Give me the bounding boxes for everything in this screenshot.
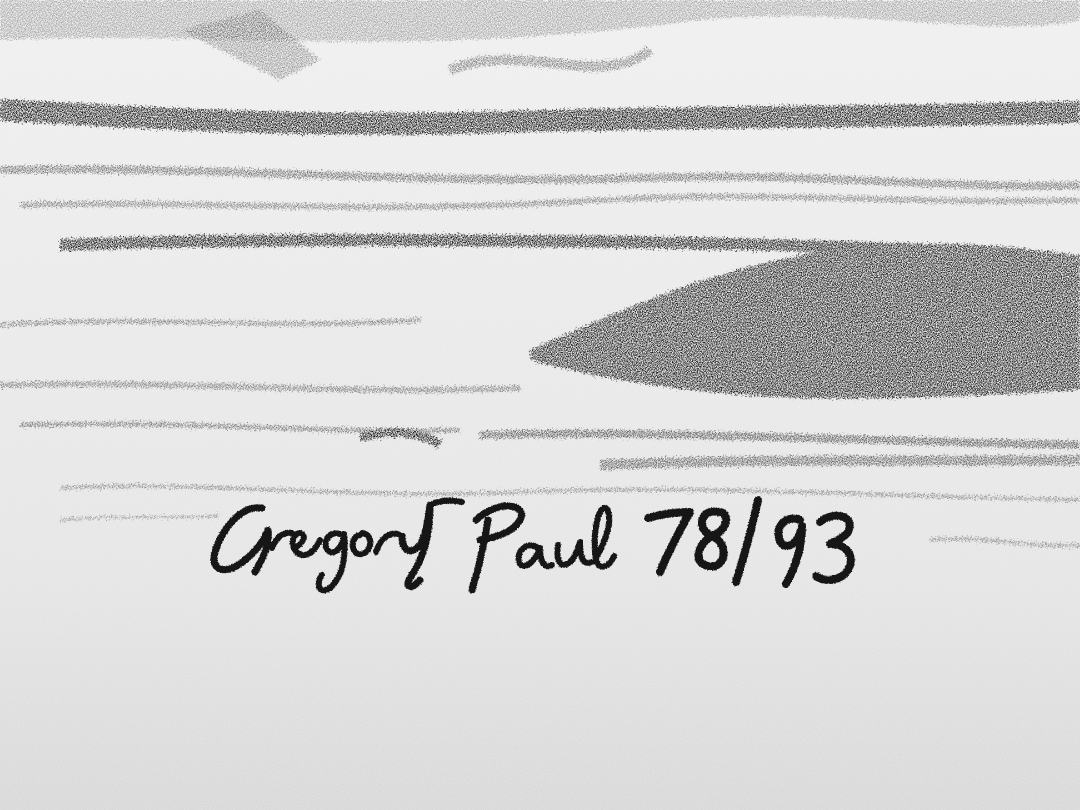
charcoal-line-9: [600, 460, 1080, 465]
charcoal-line-5: [0, 320, 420, 325]
charcoal-horizon-line: [0, 110, 1080, 124]
